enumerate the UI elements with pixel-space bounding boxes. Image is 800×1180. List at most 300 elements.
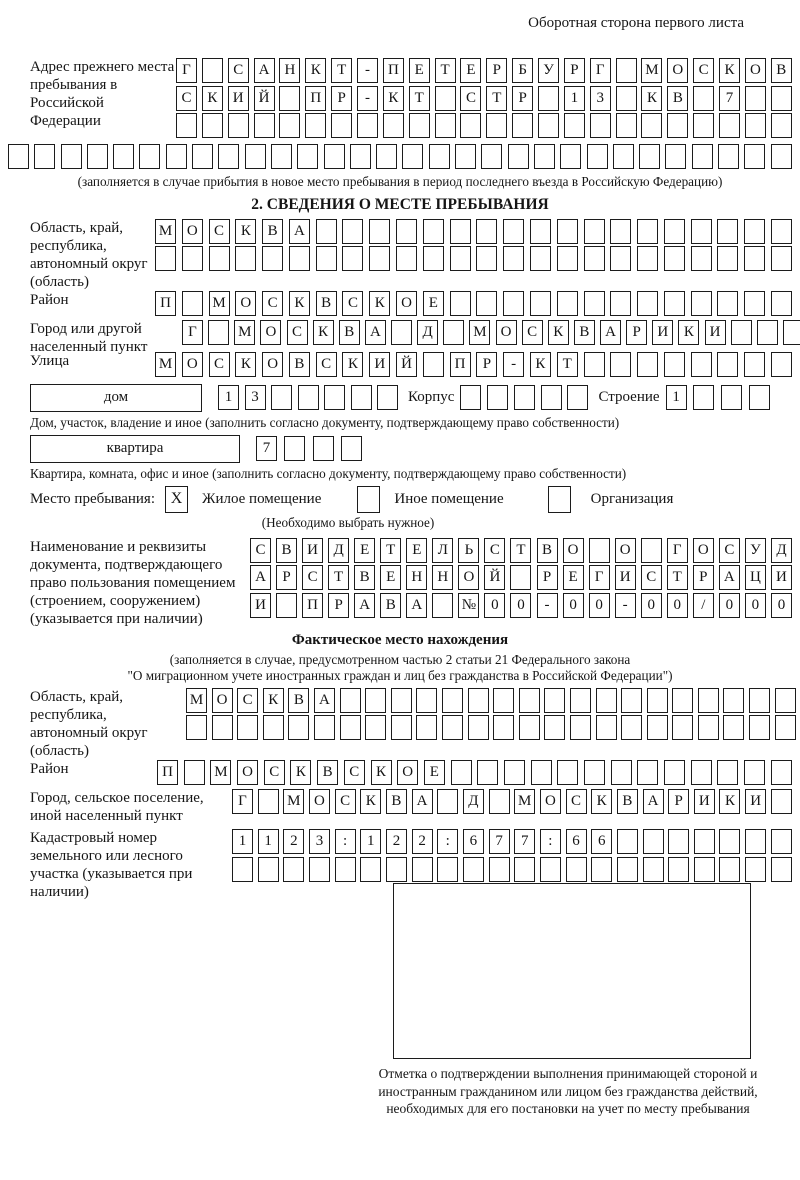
- char-cell: [587, 144, 608, 169]
- char-cell: [192, 144, 213, 169]
- char-cell: [643, 829, 664, 854]
- char-cell: [771, 291, 792, 316]
- char-cell: [357, 113, 378, 138]
- char-cell: [341, 436, 362, 461]
- char-cell: Р: [564, 58, 585, 83]
- char-cell: 3: [309, 829, 330, 854]
- char-cell: Й: [484, 565, 505, 590]
- char-cell: [409, 113, 430, 138]
- char-cell: [416, 688, 437, 713]
- char-cell: [639, 144, 660, 169]
- char-cell: [503, 291, 524, 316]
- char-cell: [621, 715, 642, 740]
- char-cell: [443, 320, 464, 345]
- char-cell: С: [719, 538, 740, 563]
- char-cell: П: [155, 291, 176, 316]
- char-boxes-row: [155, 219, 792, 244]
- char-cell: Г: [176, 58, 197, 83]
- char-cell: [335, 857, 356, 882]
- char-cell: [508, 144, 529, 169]
- char-cell: В: [276, 538, 297, 563]
- char-cell: [489, 857, 510, 882]
- char-cell: [664, 219, 685, 244]
- char-cell: И: [250, 593, 271, 618]
- char-cell: [283, 857, 304, 882]
- char-cell: О: [563, 538, 584, 563]
- char-cell: Г: [182, 320, 203, 345]
- char-cell: Й: [396, 352, 417, 377]
- char-cell: [771, 829, 792, 854]
- char-cell: [610, 352, 631, 377]
- char-cell: -: [357, 86, 378, 111]
- char-cell: [665, 144, 686, 169]
- char-cell: [510, 565, 531, 590]
- char-cell: М: [514, 789, 535, 814]
- char-cell: [530, 219, 551, 244]
- char-cell: [544, 715, 565, 740]
- char-cell: [297, 144, 318, 169]
- char-cell: В: [317, 760, 338, 785]
- char-cell: Р: [476, 352, 497, 377]
- char-cell: О: [262, 352, 283, 377]
- char-cell: К: [371, 760, 392, 785]
- char-cell: [771, 144, 792, 169]
- char-cell: [519, 715, 540, 740]
- char-cell: [284, 436, 305, 461]
- char-cell: Е: [380, 565, 401, 590]
- char-cell: К: [263, 688, 284, 713]
- char-cell: [691, 760, 712, 785]
- char-cell: У: [745, 538, 766, 563]
- char-cell: [745, 86, 766, 111]
- char-cell: [271, 144, 292, 169]
- char-cell: [723, 715, 744, 740]
- char-cell: К: [342, 352, 363, 377]
- actual-region-label: Область, край, республика, автономный округ (область): [30, 688, 148, 759]
- char-cell: [182, 291, 203, 316]
- char-cell: [557, 291, 578, 316]
- char-cell: [209, 246, 230, 271]
- char-boxes-row: [250, 565, 792, 590]
- city-field: [8, 320, 792, 356]
- char-cell: [276, 593, 297, 618]
- char-cell: [691, 246, 712, 271]
- char-cell: Ц: [745, 565, 766, 590]
- char-cell: С: [484, 538, 505, 563]
- char-cell: К: [235, 219, 256, 244]
- char-cell: О: [260, 320, 281, 345]
- char-cell: [218, 144, 239, 169]
- char-cell: М: [155, 352, 176, 377]
- char-cell: [637, 352, 658, 377]
- char-boxes-row: [250, 538, 792, 563]
- char-cell: [386, 857, 407, 882]
- char-cell: [235, 246, 256, 271]
- char-cell: Т: [510, 538, 531, 563]
- char-cell: Й: [254, 86, 275, 111]
- char-cell: [314, 715, 335, 740]
- char-cell: [61, 144, 82, 169]
- previous-address-note: (заполняется в случае прибытия в новое место пребывания в период последнего въезда в Российскую Федерацию): [77, 173, 723, 189]
- char-cell: Т: [557, 352, 578, 377]
- char-cell: [771, 760, 792, 785]
- option-other-label: Иное помещение: [394, 491, 504, 507]
- char-cell: [435, 113, 456, 138]
- char-cell: О: [667, 58, 688, 83]
- char-cell: Н: [279, 58, 300, 83]
- char-cell: Г: [667, 538, 688, 563]
- char-cell: [432, 593, 453, 618]
- char-cell: К: [369, 291, 390, 316]
- char-cell: 0: [667, 593, 688, 618]
- char-cell: К: [719, 789, 740, 814]
- char-cell: [570, 715, 591, 740]
- char-cell: В: [667, 86, 688, 111]
- char-cell: А: [365, 320, 386, 345]
- char-cell: [694, 857, 715, 882]
- stay-type-note: (Необходимо выбрать нужное): [261, 514, 435, 530]
- char-cell: С: [693, 58, 714, 83]
- char-cell: [617, 829, 638, 854]
- char-cell: [182, 246, 203, 271]
- char-cell: 7: [256, 436, 277, 461]
- char-cell: В: [262, 219, 283, 244]
- char-cell: [288, 715, 309, 740]
- char-cell: [691, 291, 712, 316]
- char-cell: М: [209, 291, 230, 316]
- char-cell: [691, 352, 712, 377]
- char-cell: [771, 352, 792, 377]
- char-cell: [412, 857, 433, 882]
- char-cell: [254, 113, 275, 138]
- char-cell: [672, 688, 693, 713]
- char-cell: [176, 113, 197, 138]
- char-boxes-row: [176, 113, 792, 138]
- char-cell: [340, 715, 361, 740]
- char-cell: [744, 352, 765, 377]
- char-cell: М: [234, 320, 255, 345]
- char-cell: И: [302, 538, 323, 563]
- char-cell: [423, 352, 444, 377]
- char-cell: В: [354, 565, 375, 590]
- char-cell: О: [309, 789, 330, 814]
- char-cell: [477, 760, 498, 785]
- char-cell: О: [745, 58, 766, 83]
- char-cell: [155, 246, 176, 271]
- char-cell: [647, 688, 668, 713]
- char-cell: 0: [563, 593, 584, 618]
- char-boxes-row: [155, 291, 792, 316]
- char-cell: А: [314, 688, 335, 713]
- apartment-note: Квартира, комната, офис и иное (заполнить согласно документу, подтверждающему право собственности): [30, 465, 627, 481]
- char-cell: А: [719, 565, 740, 590]
- char-cell: -: [357, 58, 378, 83]
- char-cell: 3: [245, 385, 266, 410]
- char-cell: П: [450, 352, 471, 377]
- char-cell: А: [354, 593, 375, 618]
- char-cell: [596, 688, 617, 713]
- char-cell: [637, 291, 658, 316]
- char-cell: [718, 144, 739, 169]
- char-cell: К: [383, 86, 404, 111]
- char-cell: [245, 144, 266, 169]
- char-cell: [570, 688, 591, 713]
- char-cell: [641, 113, 662, 138]
- char-cell: 0: [589, 593, 610, 618]
- char-cell: М: [186, 688, 207, 713]
- korpus-boxes: [460, 385, 588, 410]
- char-cell: [745, 857, 766, 882]
- char-cell: [331, 113, 352, 138]
- char-cell: [771, 789, 792, 814]
- char-cell: [450, 291, 471, 316]
- house-number-boxes: [218, 385, 398, 410]
- char-cell: [744, 219, 765, 244]
- char-cell: [567, 385, 588, 410]
- char-cell: [258, 789, 279, 814]
- char-cell: В: [771, 58, 792, 83]
- char-cell: [324, 385, 345, 410]
- char-cell: С: [302, 565, 323, 590]
- char-cell: А: [254, 58, 275, 83]
- char-cell: [692, 144, 713, 169]
- char-cell: [481, 144, 502, 169]
- char-cell: Н: [406, 565, 427, 590]
- char-cell: 6: [591, 829, 612, 854]
- char-cell: [771, 113, 792, 138]
- region-boxes: [155, 219, 792, 274]
- char-cell: [351, 385, 372, 410]
- char-cell: К: [530, 352, 551, 377]
- char-cell: [560, 144, 581, 169]
- char-cell: Т: [486, 86, 507, 111]
- char-cell: [584, 760, 605, 785]
- char-cell: [637, 219, 658, 244]
- char-cell: [460, 385, 481, 410]
- house-type-box: дом: [30, 384, 202, 412]
- char-cell: [745, 829, 766, 854]
- checkbox-residential-premises: X: [165, 486, 188, 513]
- char-cell: Е: [424, 760, 445, 785]
- char-cell: [279, 86, 300, 111]
- char-cell: О: [693, 538, 714, 563]
- char-cell: К: [641, 86, 662, 111]
- previous-address-field: [8, 58, 792, 141]
- char-cell: [365, 715, 386, 740]
- korpus-label: Корпус: [408, 389, 455, 405]
- char-cell: [530, 291, 551, 316]
- char-cell: [186, 715, 207, 740]
- char-cell: О: [237, 760, 258, 785]
- char-cell: [757, 320, 778, 345]
- char-cell: О: [397, 760, 418, 785]
- char-cell: [621, 688, 642, 713]
- char-cell: С: [342, 291, 363, 316]
- char-cell: [616, 58, 637, 83]
- region-field: [8, 219, 792, 291]
- char-cell: [228, 113, 249, 138]
- char-cell: [591, 857, 612, 882]
- actual-district-label: Район: [30, 760, 69, 777]
- house-row: [30, 384, 792, 412]
- city-label: Город или другой населенный пункт: [30, 321, 148, 355]
- char-cell: О: [235, 291, 256, 316]
- char-cell: С: [250, 538, 271, 563]
- char-cell: С: [237, 688, 258, 713]
- char-cell: М: [641, 58, 662, 83]
- char-cell: [584, 246, 605, 271]
- char-cell: [429, 144, 450, 169]
- char-cell: В: [386, 789, 407, 814]
- house-note: Дом, участок, владение и иное (заполнить согласно документу, подтверждающему право собственности): [30, 414, 620, 430]
- char-cell: [596, 715, 617, 740]
- char-cell: [616, 86, 637, 111]
- char-cell: К: [548, 320, 569, 345]
- char-cell: 0: [641, 593, 662, 618]
- char-cell: С: [176, 86, 197, 111]
- char-cell: [531, 760, 552, 785]
- char-cell: 0: [771, 593, 792, 618]
- char-cell: О: [496, 320, 517, 345]
- char-cell: [664, 352, 685, 377]
- char-cell: И: [745, 789, 766, 814]
- char-cell: [450, 219, 471, 244]
- char-cell: [476, 219, 497, 244]
- char-cell: [493, 715, 514, 740]
- char-cell: В: [316, 291, 337, 316]
- char-cell: [503, 219, 524, 244]
- char-cell: [693, 86, 714, 111]
- char-cell: [34, 144, 55, 169]
- char-cell: Г: [590, 58, 611, 83]
- char-cell: А: [250, 565, 271, 590]
- char-cell: [744, 144, 765, 169]
- char-boxes-row: [232, 789, 792, 814]
- char-cell: [377, 385, 398, 410]
- char-cell: [442, 715, 463, 740]
- char-cell: О: [615, 538, 636, 563]
- char-cell: [391, 715, 412, 740]
- char-cell: [493, 688, 514, 713]
- char-cell: К: [305, 58, 326, 83]
- char-boxes-row: [155, 352, 792, 377]
- checkbox-other-premises: [357, 486, 380, 513]
- char-cell: [369, 246, 390, 271]
- char-cell: [719, 113, 740, 138]
- option-organization-label: Организация: [590, 491, 674, 507]
- street-label: Улица: [30, 353, 70, 369]
- char-cell: И: [694, 789, 715, 814]
- char-cell: [342, 246, 363, 271]
- char-cell: -: [537, 593, 558, 618]
- char-cell: [643, 857, 664, 882]
- actual-district-field: [8, 760, 792, 788]
- previous-address-label: Адрес прежнего места пребывания в Российской Федерации: [30, 59, 175, 129]
- char-cell: [590, 113, 611, 138]
- char-cell: Т: [409, 86, 430, 111]
- char-cell: С: [287, 320, 308, 345]
- char-cell: [514, 385, 535, 410]
- char-cell: [298, 385, 319, 410]
- char-cell: [391, 320, 412, 345]
- char-cell: 2: [386, 829, 407, 854]
- char-cell: [316, 219, 337, 244]
- char-cell: Г: [232, 789, 253, 814]
- cadastral-boxes: [232, 829, 792, 884]
- char-cell: К: [313, 320, 334, 345]
- char-cell: [258, 857, 279, 882]
- char-cell: Т: [380, 538, 401, 563]
- char-cell: Е: [406, 538, 427, 563]
- char-cell: [476, 246, 497, 271]
- char-cell: [717, 291, 738, 316]
- char-cell: В: [339, 320, 360, 345]
- char-cell: 3: [590, 86, 611, 111]
- char-cell: [450, 246, 471, 271]
- char-cell: 2: [412, 829, 433, 854]
- char-cell: [435, 86, 456, 111]
- char-cell: [463, 857, 484, 882]
- char-cell: [512, 113, 533, 138]
- cadastral-label: Кадастровый номер земельного или лесного участка (указывается при наличии): [30, 830, 193, 900]
- char-cell: [771, 857, 792, 882]
- actual-region-boxes: [186, 688, 796, 743]
- street-field: [8, 352, 792, 380]
- char-cell: В: [574, 320, 595, 345]
- char-boxes-row: [176, 58, 792, 83]
- ownership-document-label: Наименование и реквизиты документа, подтверждающего право пользования помещением (строением, сооружением) (указывается при наличии): [30, 538, 236, 627]
- char-cell: [616, 113, 637, 138]
- char-cell: [717, 760, 738, 785]
- char-cell: Г: [589, 565, 610, 590]
- char-cell: О: [212, 688, 233, 713]
- char-cell: И: [771, 565, 792, 590]
- char-cell: [691, 219, 712, 244]
- char-boxes-row: [232, 857, 792, 882]
- char-cell: [564, 113, 585, 138]
- char-cell: [313, 436, 334, 461]
- char-cell: [468, 715, 489, 740]
- char-cell: [719, 829, 740, 854]
- char-cell: Т: [435, 58, 456, 83]
- char-cell: 1: [666, 385, 687, 410]
- char-cell: [557, 760, 578, 785]
- char-cell: [538, 113, 559, 138]
- char-cell: [557, 246, 578, 271]
- char-cell: [566, 857, 587, 882]
- char-boxes-row: [232, 829, 792, 854]
- char-cell: :: [540, 829, 561, 854]
- char-cell: [487, 385, 508, 410]
- char-cell: [664, 246, 685, 271]
- char-cell: [717, 219, 738, 244]
- char-cell: И: [228, 86, 249, 111]
- char-cell: [584, 291, 605, 316]
- char-cell: [486, 113, 507, 138]
- char-cell: 1: [258, 829, 279, 854]
- ownership-document-boxes: [250, 538, 792, 621]
- char-cell: [383, 113, 404, 138]
- char-cell: 6: [463, 829, 484, 854]
- char-cell: П: [302, 593, 323, 618]
- char-cell: М: [469, 320, 490, 345]
- char-cell: А: [412, 789, 433, 814]
- char-cell: Р: [486, 58, 507, 83]
- char-cell: [694, 829, 715, 854]
- char-cell: [423, 246, 444, 271]
- char-cell: [271, 385, 292, 410]
- char-cell: А: [406, 593, 427, 618]
